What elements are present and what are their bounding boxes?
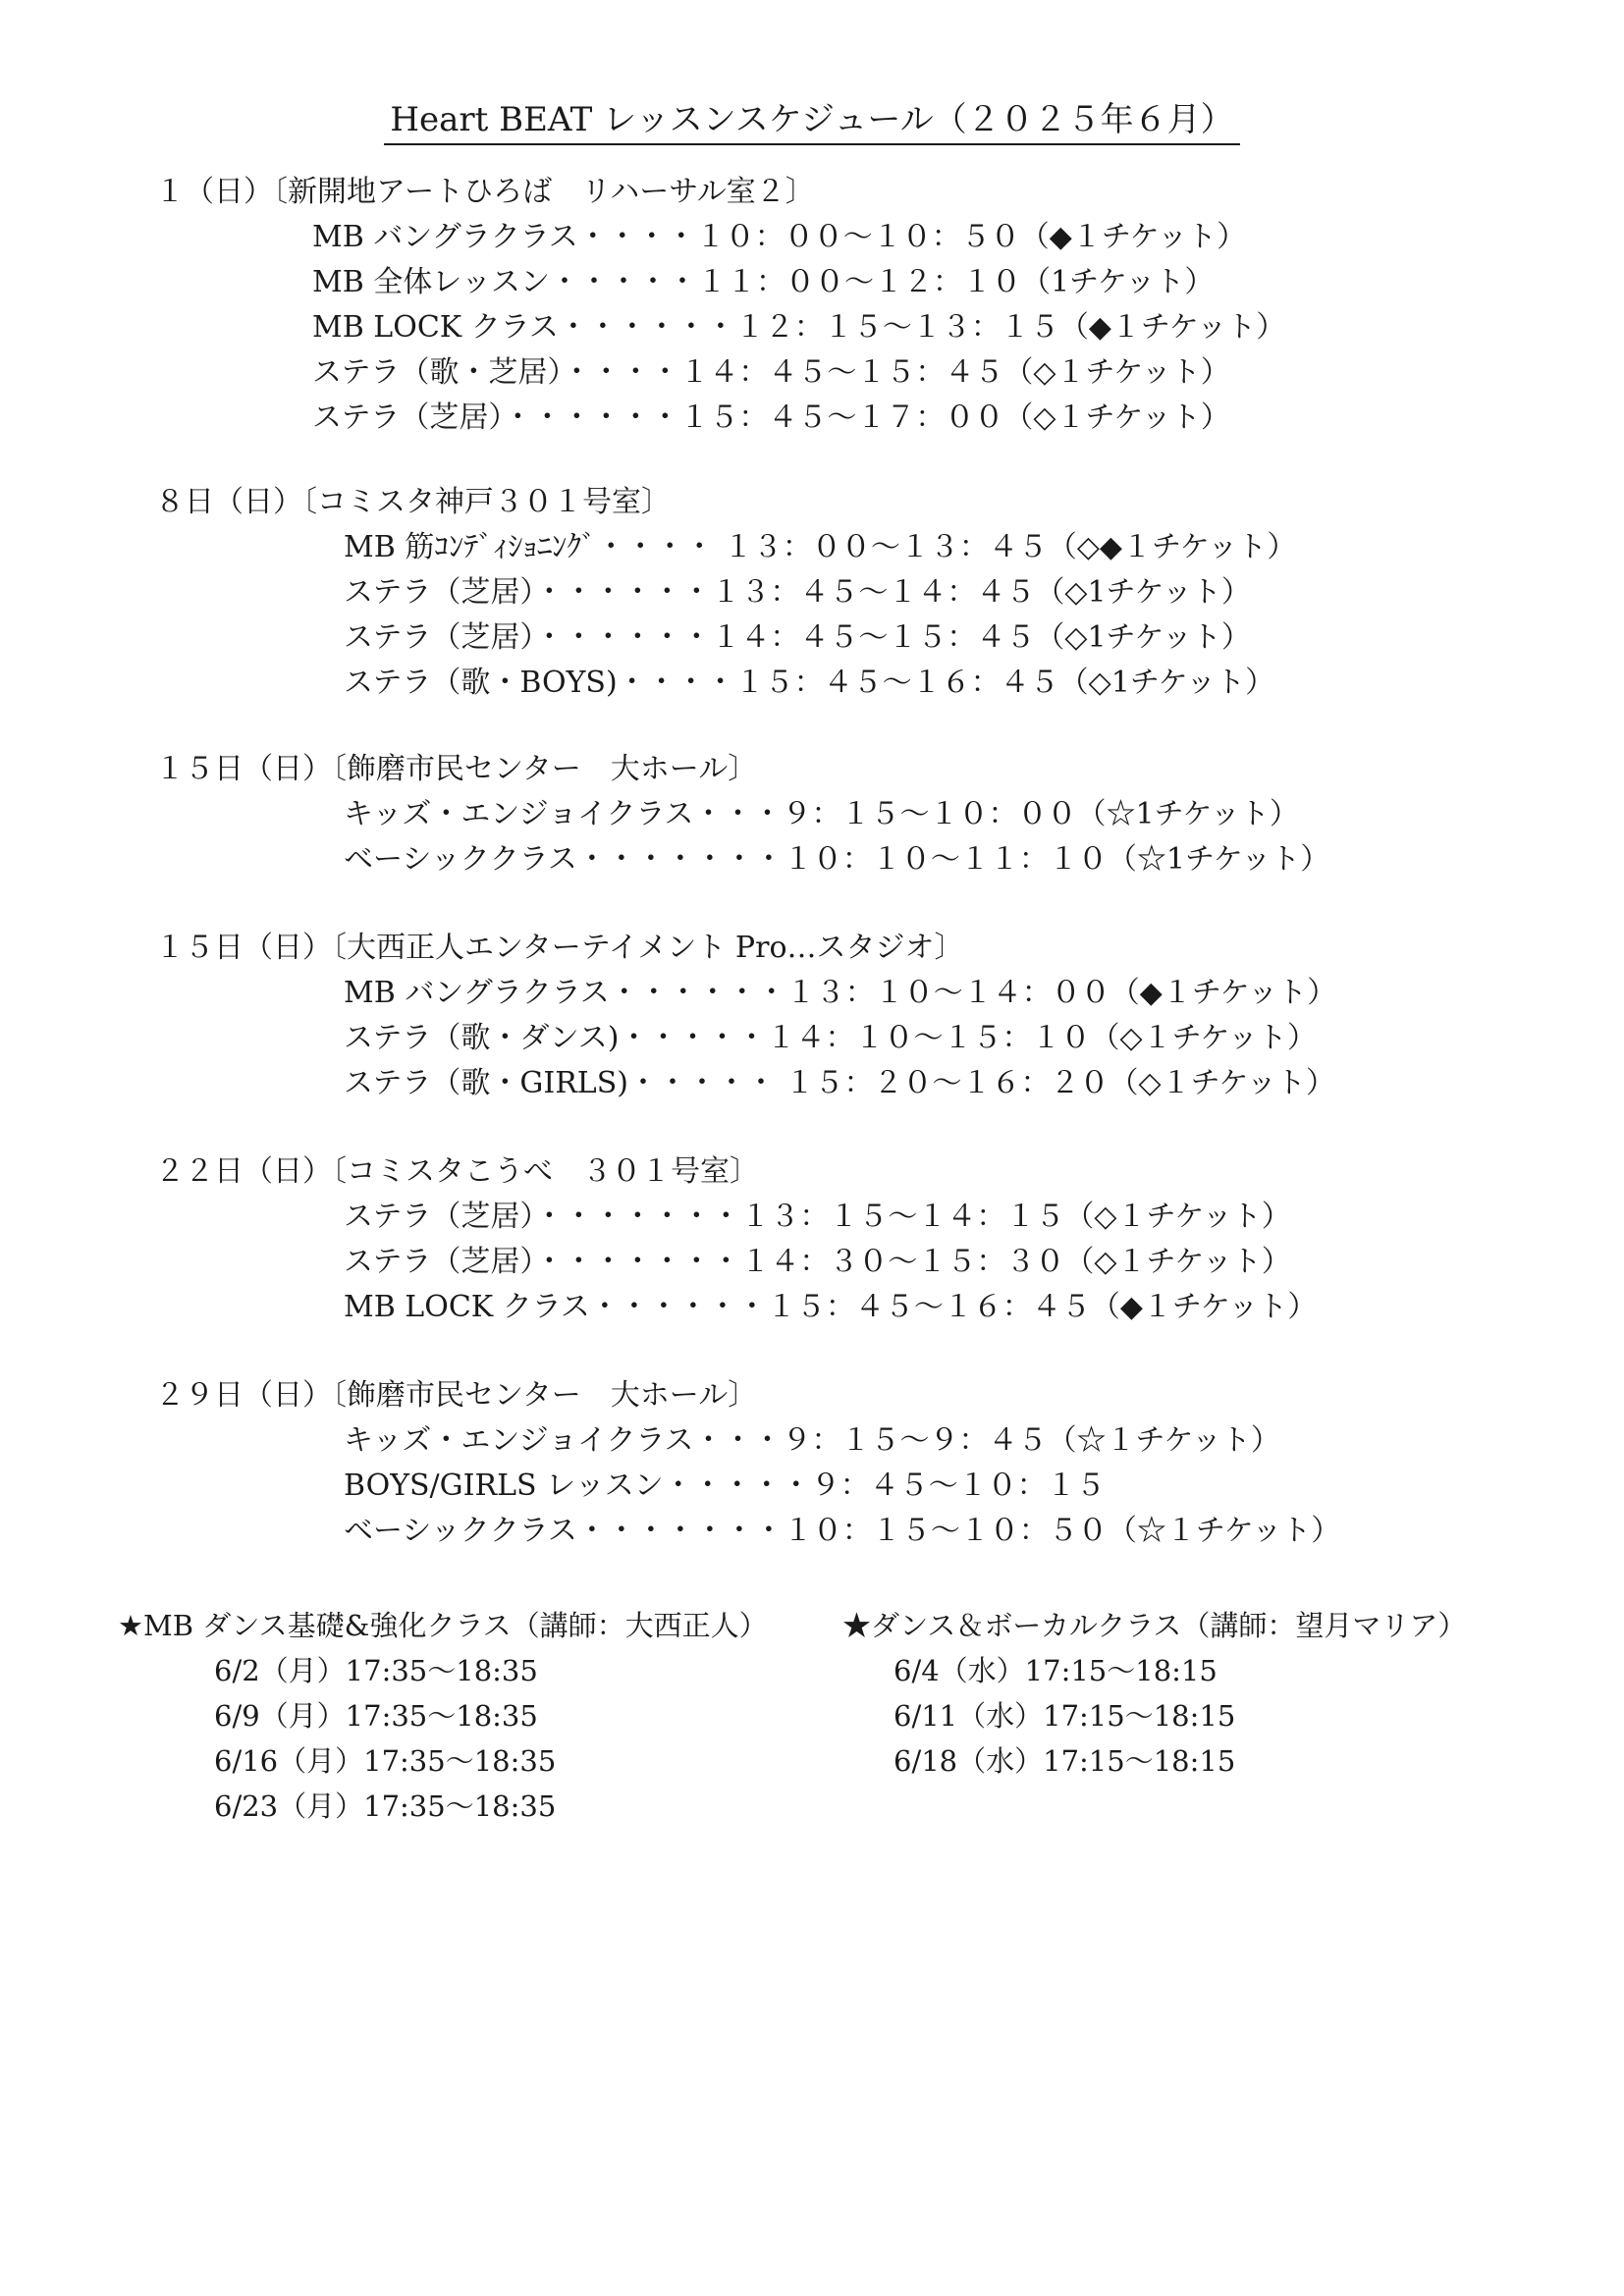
dance-vocal-class-section bbox=[842, 1606, 1466, 1781]
day-header: ２２日（日）〔コミスタこうべ ３０１号室〕 bbox=[155, 1154, 759, 1189]
day-header: １５日（日）〔飾磨市民センター 大ホール〕 bbox=[155, 752, 758, 786]
lesson-line: ステラ（芝居）・・・・・・１３：４５～１４：４５（◇1チケット） bbox=[344, 575, 1251, 610]
lesson-line: BOYS/GIRLS レッスン・・・・・９：４５～１０：１５ bbox=[344, 1468, 1106, 1503]
lesson-line: ステラ（芝居）・・・・・・１５：４５～１７：００（◇１チケット） bbox=[312, 400, 1230, 435]
lesson-line: キッズ・エンジョイクラス・・・９：１５～１０：００（☆1チケット） bbox=[344, 797, 1299, 831]
dance-vocal-class-title: ★ダンス＆ボーカルクラス（講師：望月マリア） bbox=[842, 1609, 1467, 1642]
lesson-line: ステラ（芝居）・・・・・・・１４：３０～１５：３０（◇１チケット） bbox=[344, 1245, 1291, 1279]
lesson-line: MB バングラクラス・・・・・・１３：１０～１４：００（◆１チケット） bbox=[344, 976, 1337, 1010]
page-title-text: Heart BEAT レッスンスケジュール（２０２５年６月） bbox=[384, 98, 1239, 145]
mb-dance-class-title: ★MB ダンス基礎&強化クラス（講師：大西正人） bbox=[118, 1609, 768, 1642]
lesson-line: キッズ・エンジョイクラス・・・９：１５～９：４５（☆１チケット） bbox=[344, 1423, 1280, 1458]
class-date: 6/11（水）17:15～18:15 bbox=[893, 1699, 1236, 1733]
day-header: １５日（日）〔大西正人エンターテイメント Pro…スタジオ〕 bbox=[155, 931, 964, 965]
class-date: 6/16（月）17:35～18:35 bbox=[214, 1744, 557, 1778]
lesson-line: ステラ（歌・芝居）・・・・１４：４５～１５：４５（◇１チケット） bbox=[312, 355, 1230, 390]
lesson-line: ベーシッククラス・・・・・・・１０：１５～１０：５０（☆１チケット） bbox=[344, 1514, 1341, 1548]
lesson-line: ステラ（歌・GIRLS)・・・・・ １５：２０～１６：２０（◇１チケット） bbox=[344, 1066, 1335, 1100]
lesson-line: MB バングラクラス・・・・１０：００～１０：５０（◆１チケット） bbox=[312, 220, 1247, 254]
lesson-line: MB LOCK クラス・・・・・・１５：４５～１６：４５（◆１チケット） bbox=[344, 1290, 1318, 1324]
lesson-line: ステラ（芝居）・・・・・・・１３：１５～１４：１５（◇１チケット） bbox=[344, 1200, 1291, 1234]
day-header: ８日（日）〔コミスタ神戸３０１号室〕 bbox=[155, 485, 671, 519]
lesson-line: ステラ（芝居）・・・・・・１４：４５～１５：４５（◇1チケット） bbox=[344, 620, 1251, 655]
lesson-line: ステラ（歌・BOYS)・・・・１５：４５～１６：４５（◇1チケット） bbox=[344, 666, 1275, 700]
class-date: 6/2（月）17:35～18:35 bbox=[214, 1654, 538, 1687]
lesson-line: MB 筋ｺﾝﾃﾞｨｼｮﾆﾝｸﾞ・・・・ １３：００～１３：４５（◇◆１チケット） bbox=[344, 530, 1297, 564]
lesson-line: ステラ（歌・ダンス)・・・・・１４：１０～１５：１０（◇１チケット） bbox=[344, 1021, 1317, 1055]
lesson-line: MB 全体レッスン・・・・・１１：００～１２：１０（1チケット） bbox=[312, 265, 1215, 299]
page-title bbox=[0, 98, 1624, 145]
class-date: 6/18（水）17:15～18:15 bbox=[893, 1744, 1236, 1778]
lesson-line: ベーシッククラス・・・・・・・１０：１０～１１：１０（☆1チケット） bbox=[344, 842, 1330, 877]
class-date: 6/23（月）17:35～18:35 bbox=[214, 1789, 557, 1823]
day-header: ２９日（日）〔飾磨市民センター 大ホール〕 bbox=[155, 1378, 758, 1413]
class-date: 6/4（水）17:15～18:15 bbox=[893, 1654, 1218, 1687]
class-date: 6/9（月）17:35～18:35 bbox=[214, 1699, 538, 1733]
day-header: １（日）〔新開地アートひろば リハーサル室２〕 bbox=[155, 175, 815, 209]
lesson-line: MB LOCK クラス・・・・・・１２：１５～１３：１５（◆１チケット） bbox=[312, 310, 1286, 345]
mb-dance-class-section bbox=[118, 1606, 768, 1826]
